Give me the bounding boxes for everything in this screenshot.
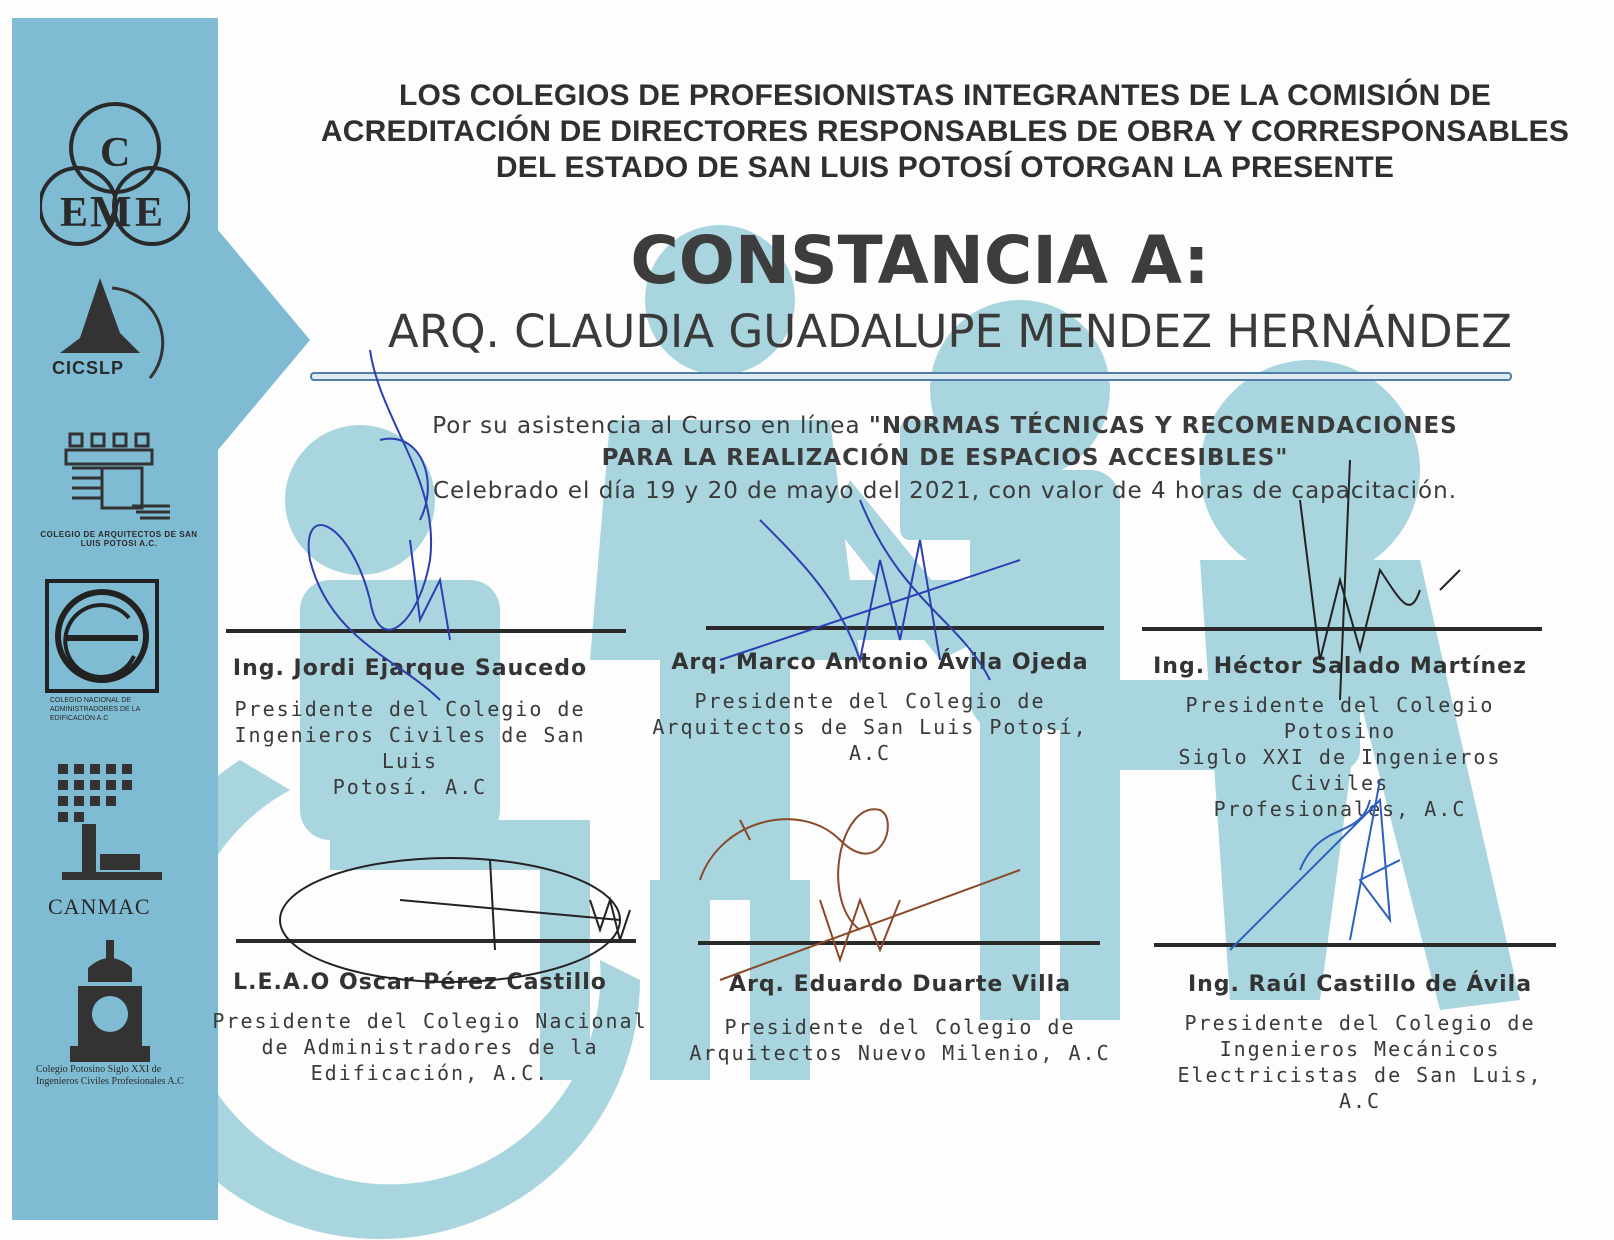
course-title-line-1: "NORMAS TÉCNICAS Y RECOMENDACIONES: [868, 413, 1458, 439]
svg-text:E: E: [60, 190, 89, 236]
signature-line-6: [1154, 943, 1556, 947]
signature-line-2: [706, 626, 1104, 630]
signatory-6-name: Ing. Raúl Castillo de Ávila: [1187, 972, 1533, 997]
signature-line-3: [1142, 627, 1542, 631]
course-title-line-2: PARA LA REALIZACIÓN DE ESPACIOS ACCESIBLES": [601, 445, 1289, 471]
recipient-underline: [310, 372, 1512, 381]
colegio-administradores-label: COLEGIO NACIONAL DE ADMINISTRADORES DE LA EDIFICACIÓN A.C: [50, 697, 140, 722]
colegio-arquitectos-label: COLEGIO DE ARQUITECTOS DE SAN LUIS POTOSI A.C.: [40, 530, 198, 548]
role-line: Presidente del Colegio Potosino: [1185, 693, 1495, 743]
role-line: Siglo XXI de Ingenieros Civiles: [1178, 745, 1502, 795]
role-line: Electricistas de San Luis, A.C: [1177, 1063, 1543, 1113]
role-line: Potosí. A.C: [332, 775, 488, 799]
course-paragraph: [300, 413, 1590, 439]
signature-line-1: [226, 629, 626, 633]
svg-text:C: C: [100, 130, 131, 176]
recipient-name: ARQ. CLAUDIA GUADALUPE MENDEZ HERNÁNDEZ: [388, 305, 1512, 358]
sidebar: [12, 18, 218, 1220]
signatory-2-name: Arq. Marco Antonio Ávila Ojeda: [671, 650, 1089, 675]
role-line: Ingenieros Civiles de San Luis: [234, 723, 586, 773]
certificate-title: CONSTANCIA A:: [630, 222, 1210, 299]
signatory-5-role: [670, 1014, 1130, 1066]
header-line-1: LOS COLEGIOS DE PROFESIONISTAS INTEGRANTES DE LA COMISIÓN DE: [398, 79, 1492, 112]
role-line: Presidente del Colegio de: [694, 689, 1046, 713]
signatory-4-name: L.E.A.O Oscar Pérez Castillo: [233, 970, 607, 995]
signatory-2-role: [640, 688, 1100, 766]
canmac-label: CANMAC: [48, 894, 151, 919]
role-line: Arquitectos de San Luis Potosí, A.C: [652, 715, 1088, 765]
signatory-5-name: Arq. Eduardo Duarte Villa: [728, 972, 1072, 997]
header-line-3: DEL ESTADO DE SAN LUIS POTOSÍ OTORGAN LA PRESENTE: [495, 151, 1395, 184]
course-date: Celebrado el día 19 y 20 de mayo del 2021, con valor de 4 horas de capacitación.: [432, 478, 1458, 504]
colegio-potosino-label: Colegio Potosino Siglo XXI de Ingenieros Civiles Profesionales A.C: [36, 1064, 184, 1087]
signatory-1-name: Ing. Jordi Ejarque Saucedo: [232, 656, 588, 681]
role-line: Presidente del Colegio de: [1184, 1011, 1536, 1035]
colegio-arquitectos-logo-icon: [62, 426, 172, 526]
role-line: Presidente del Colegio de: [234, 697, 586, 721]
course-intro: Por su asistencia al Curso en línea: [432, 413, 861, 439]
signature-line-4: [236, 939, 636, 943]
role-line: Arquitectos Nuevo Milenio, A.C: [689, 1041, 1111, 1065]
role-line: Edificación, A.C.: [310, 1061, 550, 1085]
cemme-logo-icon: [40, 96, 190, 256]
cicslp-label: CICSLP: [52, 358, 125, 378]
svg-text:M: M: [90, 187, 132, 236]
signatory-3-role: [1130, 692, 1550, 822]
canmac-logo-icon: [52, 760, 172, 890]
header-line-2: ACREDITACIÓN DE DIRECTORES RESPONSABLES DE OBRA Y CORRESPONSABLES: [320, 115, 1570, 148]
signature-line-5: [698, 941, 1100, 945]
signatory-4-role: [210, 1008, 650, 1086]
role-line: Ingenieros Mecánicos: [1219, 1037, 1501, 1061]
colegio-administradores-logo-icon: [44, 578, 160, 694]
signatory-1-role: [200, 696, 620, 800]
role-line: Profesionales, A.C: [1213, 797, 1467, 821]
signatory-3-name: Ing. Héctor Salado Martínez: [1153, 654, 1527, 679]
colegio-potosino-logo-icon: [60, 938, 170, 1068]
svg-text:E: E: [135, 190, 164, 236]
role-line: Presidente del Colegio de: [724, 1015, 1076, 1039]
signatory-6-role: [1150, 1010, 1570, 1114]
role-line: de Administradores de la: [261, 1035, 599, 1059]
role-line: Presidente del Colegio Nacional: [212, 1009, 648, 1033]
